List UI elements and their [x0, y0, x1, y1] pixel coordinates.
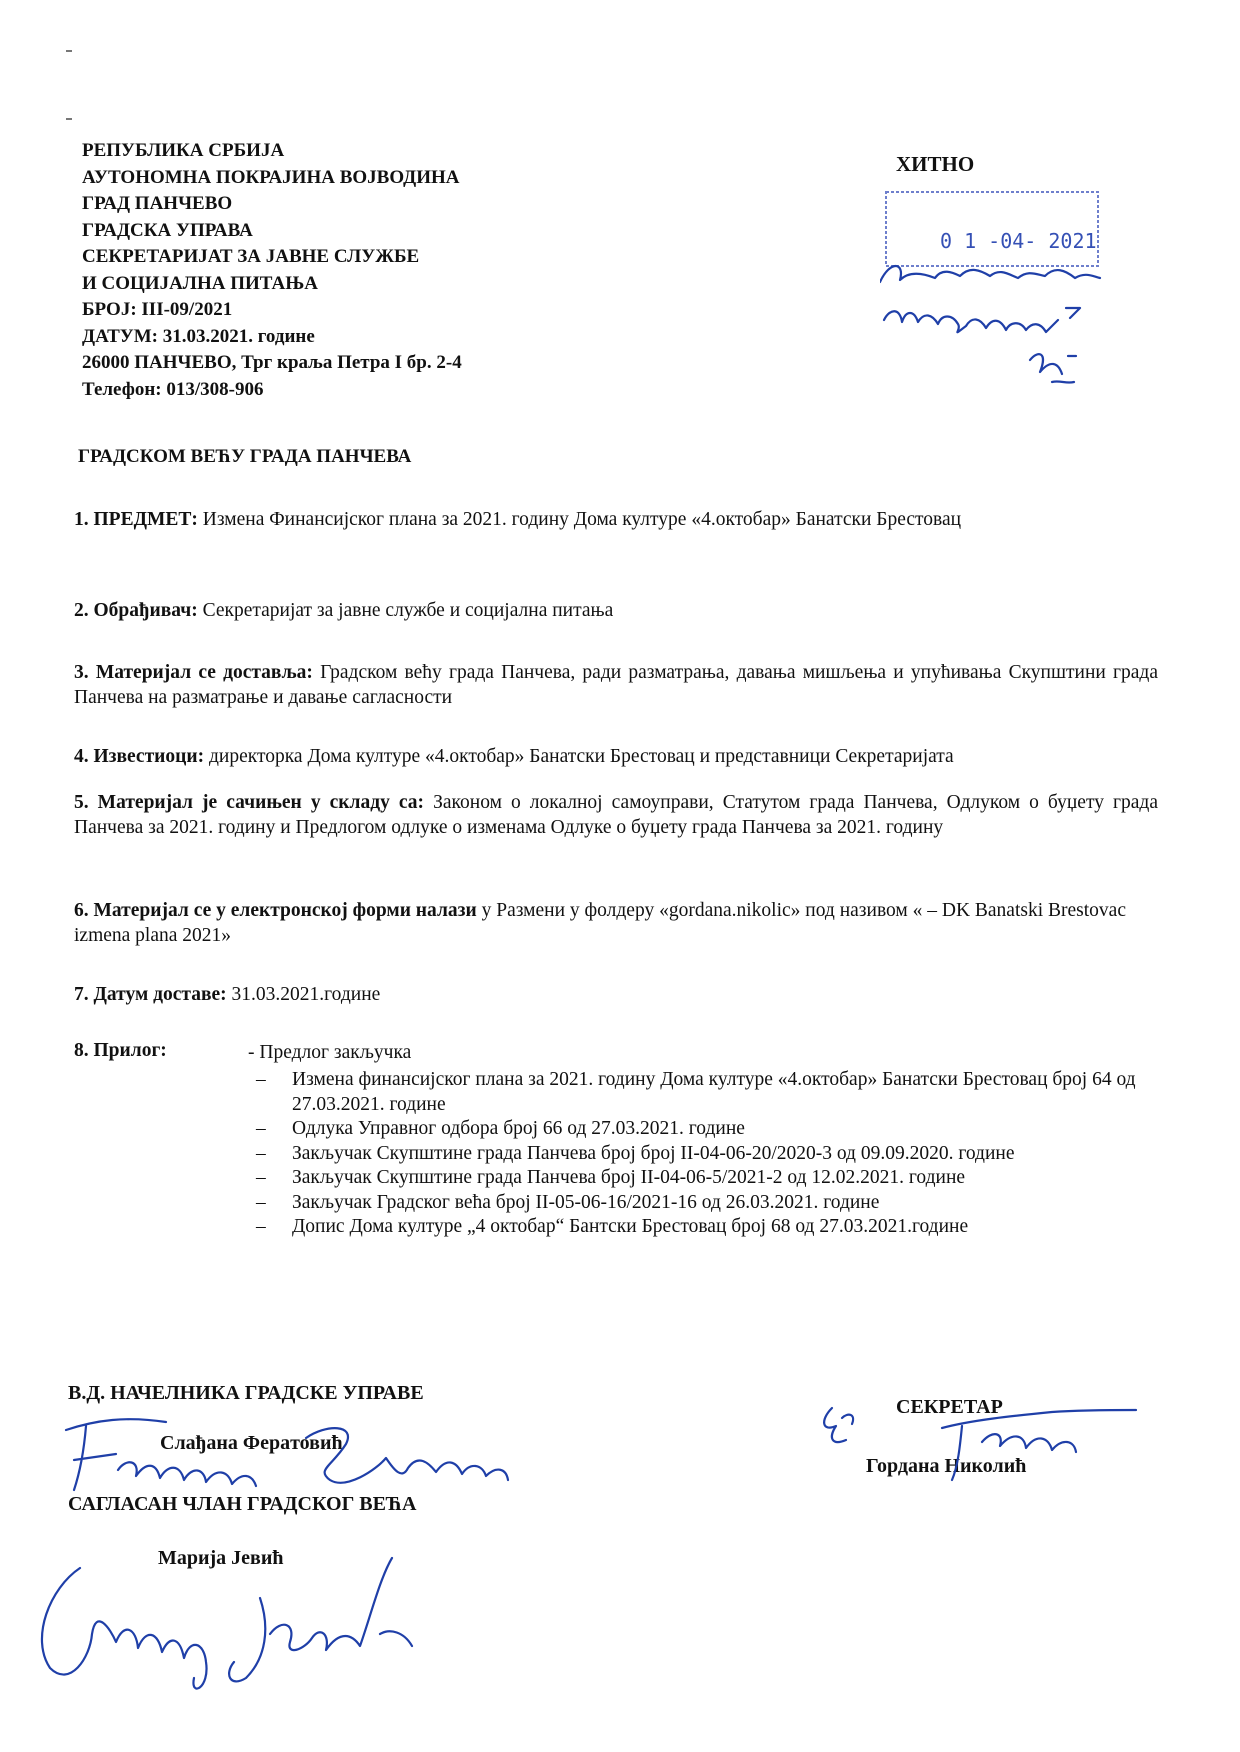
section-electronic [74, 898, 1158, 948]
list-item: – Измена финансијског плана за 2021. годину Дома културе «4.октобар» Банатски Брестовац број 64 од 27.03.2021. године [252, 1068, 1152, 1117]
section-text: Законом о локалној самоуправи, Статутом града Панчева, Одлуком о буџету града Панчева за 2021. годину и Предлогом одлуке о изменама Одлуке о буџету града Панчева за 2021. годину [74, 792, 1158, 838]
addressee: ГРАДСКОМ ВЕЋУ ГРАДА ПАНЧЕВА [78, 446, 412, 467]
section-text: у Размени у фолдеру «gordana.nikolic» под називом « – DK Banatski Brestovac izmena plana 2021» [74, 900, 1126, 946]
council-member-title: САГЛАСАН ЧЛАН ГРАДСКОГ ВЕЋА [68, 1493, 417, 1515]
section-label: 5. Материјал је сачињен у складу са: [74, 792, 425, 813]
list-item: – Закључак Скупштине града Панчева број број II-04-06-20/2020-3 од 09.09.2020. године [252, 1142, 1152, 1167]
letterhead-line: 26000 ПАНЧЕВО, Трг краља Петра I бр. 2-4 [82, 352, 462, 373]
secretary-name: Гордана Николић [866, 1455, 1027, 1477]
urgent-label: ХИТНО [896, 152, 975, 176]
section-subject [74, 507, 1158, 532]
secretary-title: СЕКРЕТАР [896, 1396, 1003, 1418]
section-delivery [74, 660, 1158, 710]
signature-member [20, 1538, 440, 1708]
letterhead [82, 138, 462, 403]
letterhead-line: И СОЦИЈАЛНА ПИТАЊА [82, 272, 318, 294]
section-text: Измена Финансијског плана за 2021. годину Дома културе «4.октобар» Банатски Брестовац [197, 509, 962, 530]
section-label: 2. Обрађивач: [74, 600, 198, 621]
list-item: – Закључак Градског већа број II-05-06-16/2021-16 од 26.03.2021. године [252, 1191, 1152, 1216]
section-date [74, 982, 1158, 1007]
stamp-date: 0 1 -04- 2021 [940, 229, 1097, 253]
section-text: 31.03.2021.године [226, 984, 381, 1005]
attachments-list [252, 1068, 1152, 1240]
received-stamp [880, 190, 1105, 310]
section-label: 6. Материјал се у електронској форми налази [74, 900, 477, 921]
list-item: – Одлука Управног одбора број 66 од 27.03.2021. године [252, 1117, 1152, 1142]
council-member-name: Марија Јевић [158, 1547, 284, 1569]
section-label: 1. ПРЕДМЕТ: [74, 509, 198, 530]
handwritten-note-text: Достављено Седници ГВ у 10ºº FF. [880, 300, 895, 301]
section-text: Секретаријат за јавне службе и социјална питања [197, 600, 614, 621]
letterhead-line: БРОЈ: III-09/2021 [82, 299, 233, 320]
section-text: Градском већу града Панчева, ради разматрања, давања мишљења и упућивања Скупштини града Панчева на разматрање и давање сагласности [74, 662, 1158, 708]
list-item: – Допис Дома културе „4 октобар“ Бантски Брестовац број 68 од 27.03.2021.године [252, 1215, 1152, 1240]
section-reporters [74, 744, 1158, 769]
signature-right [812, 1390, 1142, 1500]
letterhead-line: ГРАДСКА УПРАВА [82, 219, 253, 241]
scan-mark [66, 118, 72, 120]
scan-mark [66, 50, 72, 52]
section-label: 4. Известиоци: [74, 746, 205, 767]
attachment-first: - Предлог закључка [248, 1042, 412, 1063]
list-item: – Закључак Скупштине града Панчева број II-04-06-5/2021-2 од 12.02.2021. године [252, 1166, 1152, 1191]
letterhead-line: ДАТУМ: 31.03.2021. године [82, 325, 315, 347]
letterhead-line: СЕКРЕТАРИЈАТ ЗА ЈАВНЕ СЛУЖБЕ [82, 246, 420, 267]
signatory-name-left: Слађана Ферaтовић [160, 1432, 343, 1454]
letterhead-line: Телефон: 013/308-906 [82, 378, 264, 400]
attachments-label: 8. Прилог: [74, 1040, 167, 1061]
signature-left [56, 1410, 516, 1520]
letterhead-line: АУТОНОМНА ПОКРАЈИНА ВОЈВОДИНА [82, 166, 460, 188]
handwritten-note [880, 300, 1120, 410]
letterhead-line: РЕПУБЛИКА СРБИЈА [82, 140, 285, 161]
letterhead-line: ГРАД ПАНЧЕВО [82, 193, 233, 214]
section-author [74, 598, 1158, 623]
section-text: директорка Дома културе «4.октобар» Банатски Брестовац и представници Секретаријата [204, 746, 954, 767]
section-label: 7. Датум доставе: [74, 984, 227, 1005]
section-compliance [74, 790, 1158, 840]
signatory-title-left: В.Д. НАЧЕЛНИКА ГРАДСКЕ УПРАВЕ [68, 1382, 424, 1404]
section-label: 3. Материјал се доставља: [74, 662, 313, 683]
